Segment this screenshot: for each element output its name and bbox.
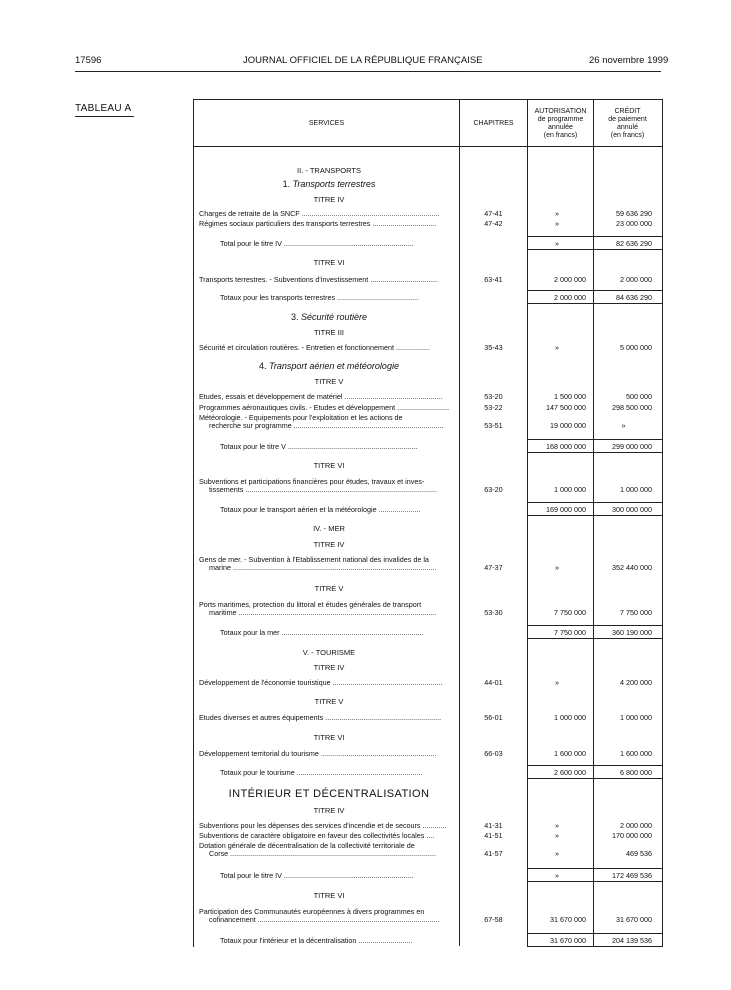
page-number: 17596 [75, 55, 102, 66]
page-date: 26 novembre 1999 [589, 55, 669, 66]
chapitre-value: 53-30 [484, 608, 503, 617]
section-subheading: TITRE VI [313, 461, 345, 470]
col-header-credit-l4: (en francs) [610, 132, 645, 139]
total-rule-cp-bottom [593, 778, 662, 779]
credit-value: 360 190 000 [612, 628, 652, 637]
line-label: Régimes sociaux particuliers des transports terrestres ................................ [199, 219, 437, 228]
header-separator [193, 146, 662, 147]
line-label: Ports maritimes, protection du littoral et études générales de transport [199, 600, 422, 609]
total-rule-ap [527, 236, 594, 237]
credit-value: 5 000 000 [620, 343, 652, 352]
credit-value: 1 000 000 [620, 713, 652, 722]
credit-value: 469 536 [626, 849, 652, 858]
credit-value: 31 670 000 [616, 915, 652, 924]
section-subheading: TITRE IV [313, 806, 345, 815]
line-label: Subventions de caractère obligatoire en faveur des collectivités locales .... [199, 831, 435, 840]
autorisation-value: 31 670 000 [550, 936, 586, 945]
autorisation-value: 169 000 000 [546, 505, 586, 514]
tableau-underline [75, 116, 134, 117]
total-rule-cp [593, 236, 662, 237]
chapitre-value: 35-43 [484, 343, 503, 352]
line-label-cont: recherche sur programme ........................................................................... [209, 421, 444, 430]
total-label: Total pour le titre IV ................................................................. [220, 239, 414, 248]
total-rule-cp-bottom [593, 249, 662, 250]
total-rule-cp-bottom [593, 452, 662, 453]
line-label: Etudes diverses et autres équipements .......................................................... [199, 713, 442, 722]
autorisation-value: 1 500 000 [554, 392, 586, 401]
total-rule-ap-bottom [527, 452, 594, 453]
credit-value: 59 636 290 [616, 209, 652, 218]
credit-value: 170 000 000 [612, 831, 652, 840]
section-title: Transports terrestres [292, 179, 376, 189]
autorisation-value: 2 000 000 [554, 275, 586, 284]
col-header-chapitres: CHAPITRES [473, 120, 514, 127]
autorisation-value: 2 000 000 [554, 293, 586, 302]
col-header-services: SERVICES [308, 120, 345, 127]
autorisation-value: 147 500 000 [546, 403, 586, 412]
total-rule-ap [527, 868, 594, 869]
total-rule-ap [527, 502, 594, 503]
section-subheading: IV. - MER [313, 524, 345, 533]
chapitre-value: 47-37 [484, 563, 503, 572]
line-label-cont: cofinancement ........................................................................................... [209, 915, 440, 924]
section-subheading: TITRE IV [313, 663, 345, 672]
total-label: Totaux pour l'intérieur et la décentralisation ........................... [220, 936, 413, 945]
section-subheading: TITRE VI [313, 733, 345, 742]
credit-value: 500 000 [626, 392, 652, 401]
tableau-label: TABLEAU A [75, 103, 132, 114]
total-rule-ap-bottom [527, 638, 594, 639]
col-header-autorisation-l2: de programme [537, 116, 584, 123]
section-subheading: TITRE IV [313, 540, 345, 549]
credit-value: 204 139 536 [612, 936, 652, 945]
chapitre-value: 41-57 [484, 849, 503, 858]
line-label: Sécurité et circulation routières. - Entretien et fonctionnement ................. [199, 343, 430, 352]
col-header-credit-l1: CRÉDIT [614, 108, 641, 115]
autorisation-value: » [555, 678, 559, 687]
line-label-cont: maritime ................................................................................................... [209, 608, 437, 617]
section-title: Transport aérien et météorologie [269, 361, 399, 371]
chapitre-value: 66-03 [484, 749, 503, 758]
section-subheading: TITRE IV [313, 195, 345, 204]
autorisation-value: » [555, 871, 559, 880]
section-title: Sécurité routière [300, 312, 368, 322]
total-rule-cp [593, 290, 662, 291]
line-label: Subventions et participations financières pour études, travaux et inves- [199, 477, 425, 486]
col-header-credit-l2: de paiement [608, 116, 647, 123]
total-rule-cp [593, 439, 662, 440]
credit-value: 2 000 000 [620, 275, 652, 284]
line-label: Etudes, essais et développement de matériel ................................................. [199, 392, 443, 401]
autorisation-value: 168 000 000 [546, 442, 586, 451]
total-rule-cp [593, 933, 662, 934]
autorisation-value: 7 750 000 [554, 628, 586, 637]
total-rule-cp-bottom [593, 946, 662, 947]
total-rule-cp-bottom [593, 303, 662, 304]
section-subheading: TITRE V [314, 697, 344, 706]
autorisation-value: » [555, 849, 559, 858]
total-label: Totaux pour le tourisme ............................................................... [220, 768, 423, 777]
section-subheading: V. - TOURISME [302, 648, 356, 657]
credit-value: 4 200 000 [620, 678, 652, 687]
line-label: Transports terrestres. - Subventions d'investissement .................................. [199, 275, 439, 284]
credit-value: 7 750 000 [620, 608, 652, 617]
chapitre-value: 63-41 [484, 275, 503, 284]
col-header-autorisation-l3: annulée [548, 124, 573, 131]
section-heading [199, 360, 459, 372]
credit-value: 172 469 536 [612, 871, 652, 880]
line-label: Développement de l'économie touristique ....................................................... [199, 678, 443, 687]
line-label: Gens de mer. - Subvention à l'Etablissement national des invalides de la [199, 555, 429, 564]
col-header-credit-l3: annulé [616, 124, 639, 131]
col-header-autorisation-l1: AUTORISATION [534, 108, 587, 115]
autorisation-value: 19 000 000 [550, 421, 586, 430]
section-number: 1. [282, 179, 293, 189]
credit-value: 300 000 000 [612, 505, 652, 514]
credit-value: 298 500 000 [612, 403, 652, 412]
chapitre-value: 41-51 [484, 831, 503, 840]
credit-value: 84 636 290 [616, 293, 652, 302]
total-rule-cp [593, 868, 662, 869]
section-subheading: TITRE V [314, 584, 344, 593]
total-label: Totaux pour le transport aérien et la météorologie ..................... [220, 505, 421, 514]
chapitre-value: 47-42 [484, 219, 503, 228]
chapitre-value: 41-31 [484, 821, 503, 830]
total-rule-cp-bottom [593, 515, 662, 516]
autorisation-value: 31 670 000 [550, 915, 586, 924]
chapitre-value: 53-51 [484, 421, 503, 430]
line-label: Subventions pour les dépenses des services d'incendie et de secours ............ [199, 821, 447, 830]
header-rule [75, 71, 661, 72]
total-rule-ap-bottom [527, 778, 594, 779]
section-subheading: TITRE VI [313, 891, 345, 900]
autorisation-value: 2 600 000 [554, 768, 586, 777]
autorisation-value: 7 750 000 [554, 608, 586, 617]
total-rule-ap [527, 625, 594, 626]
total-rule-ap-bottom [527, 515, 594, 516]
total-rule-ap-bottom [527, 249, 594, 250]
line-label: Programmes aéronautiques civils. - Etudes et développement .......................... [199, 403, 450, 412]
autorisation-value: » [555, 821, 559, 830]
section-number: 4. [259, 361, 270, 371]
autorisation-value: 1 600 000 [554, 749, 586, 758]
total-rule-ap [527, 439, 594, 440]
chapitre-value: 47-41 [484, 209, 503, 218]
chapitre-value: 53-20 [484, 392, 503, 401]
credit-value: 2 000 000 [620, 821, 652, 830]
ministry-heading: INTÉRIEUR ET DÉCENTRALISATION [228, 788, 430, 800]
line-label-cont: marine ...................................................................................................... [209, 563, 437, 572]
credit-value: 23 000 000 [616, 219, 652, 228]
line-label: Charges de retraite de la SNCF ..................................................................... [199, 209, 440, 218]
chapitre-value: 67-58 [484, 915, 503, 924]
journal-title: JOURNAL OFFICIEL DE LA RÉPUBLIQUE FRANÇAISE [243, 55, 483, 66]
section-heading [199, 311, 459, 323]
autorisation-value: » [555, 831, 559, 840]
autorisation-value: » [555, 209, 559, 218]
total-rule-ap [527, 765, 594, 766]
section-number: 3. [290, 312, 301, 322]
credit-value: 352 440 000 [612, 563, 652, 572]
total-rule-cp [593, 765, 662, 766]
section-heading [199, 178, 459, 190]
credit-value: 299 000 000 [612, 442, 652, 451]
total-rule-cp [593, 502, 662, 503]
total-label: Totaux pour le titre V ................................................................. [220, 442, 418, 451]
total-rule-cp-bottom [593, 638, 662, 639]
autorisation-value: » [555, 239, 559, 248]
col-header-autorisation [528, 108, 593, 140]
total-rule-ap-bottom [527, 881, 594, 882]
section-subheading: TITRE III [314, 328, 344, 337]
line-label: Dotation générale de décentralisation de la collectivité territoriale de [199, 841, 415, 850]
section-subheading: II. - TRANSPORTS [297, 166, 361, 175]
chapitre-value: 44-01 [484, 678, 503, 687]
total-label: Totaux pour les transports terrestres ......................................... [220, 293, 419, 302]
autorisation-value: 1 000 000 [554, 485, 586, 494]
line-label: Météorologie. - Equipements pour l'exploitation et les actions de [199, 413, 403, 422]
line-label: Développement territorial du tourisme .......................................................... [199, 749, 437, 758]
credit-value: 82 636 290 [616, 239, 652, 248]
autorisation-value: » [555, 219, 559, 228]
line-label: Participation des Communautés européennes à divers programmes en [199, 907, 425, 916]
chapitre-value: 53-22 [484, 403, 503, 412]
credit-value: » [621, 421, 626, 430]
credit-value: 1 600 000 [620, 749, 652, 758]
autorisation-value: » [555, 343, 559, 352]
autorisation-value: 1 000 000 [554, 713, 586, 722]
credit-value: 1 000 000 [620, 485, 652, 494]
total-rule-ap-bottom [527, 946, 594, 947]
col-header-autorisation-l4: (en francs) [543, 132, 578, 139]
credit-value: 6 800 000 [620, 768, 652, 777]
autorisation-value: » [555, 563, 559, 572]
chapitre-value: 56-01 [484, 713, 503, 722]
total-rule-ap-bottom [527, 303, 594, 304]
col-divider-3 [593, 99, 594, 946]
col-header-credit [594, 108, 661, 140]
total-rule-cp-bottom [593, 881, 662, 882]
section-subheading: TITRE V [314, 377, 344, 386]
section-subheading: TITRE VI [313, 258, 345, 267]
line-label-cont: Corse ....................................................................................................... [209, 849, 436, 858]
total-rule-ap [527, 933, 594, 934]
line-label-cont: tissements ................................................................................................ [209, 485, 438, 494]
total-rule-ap [527, 290, 594, 291]
chapitre-value: 63-20 [484, 485, 503, 494]
total-rule-cp [593, 625, 662, 626]
total-label: Totaux pour la mer ....................................................................... [220, 628, 424, 637]
total-label: Total pour le titre IV ................................................................. [220, 871, 414, 880]
